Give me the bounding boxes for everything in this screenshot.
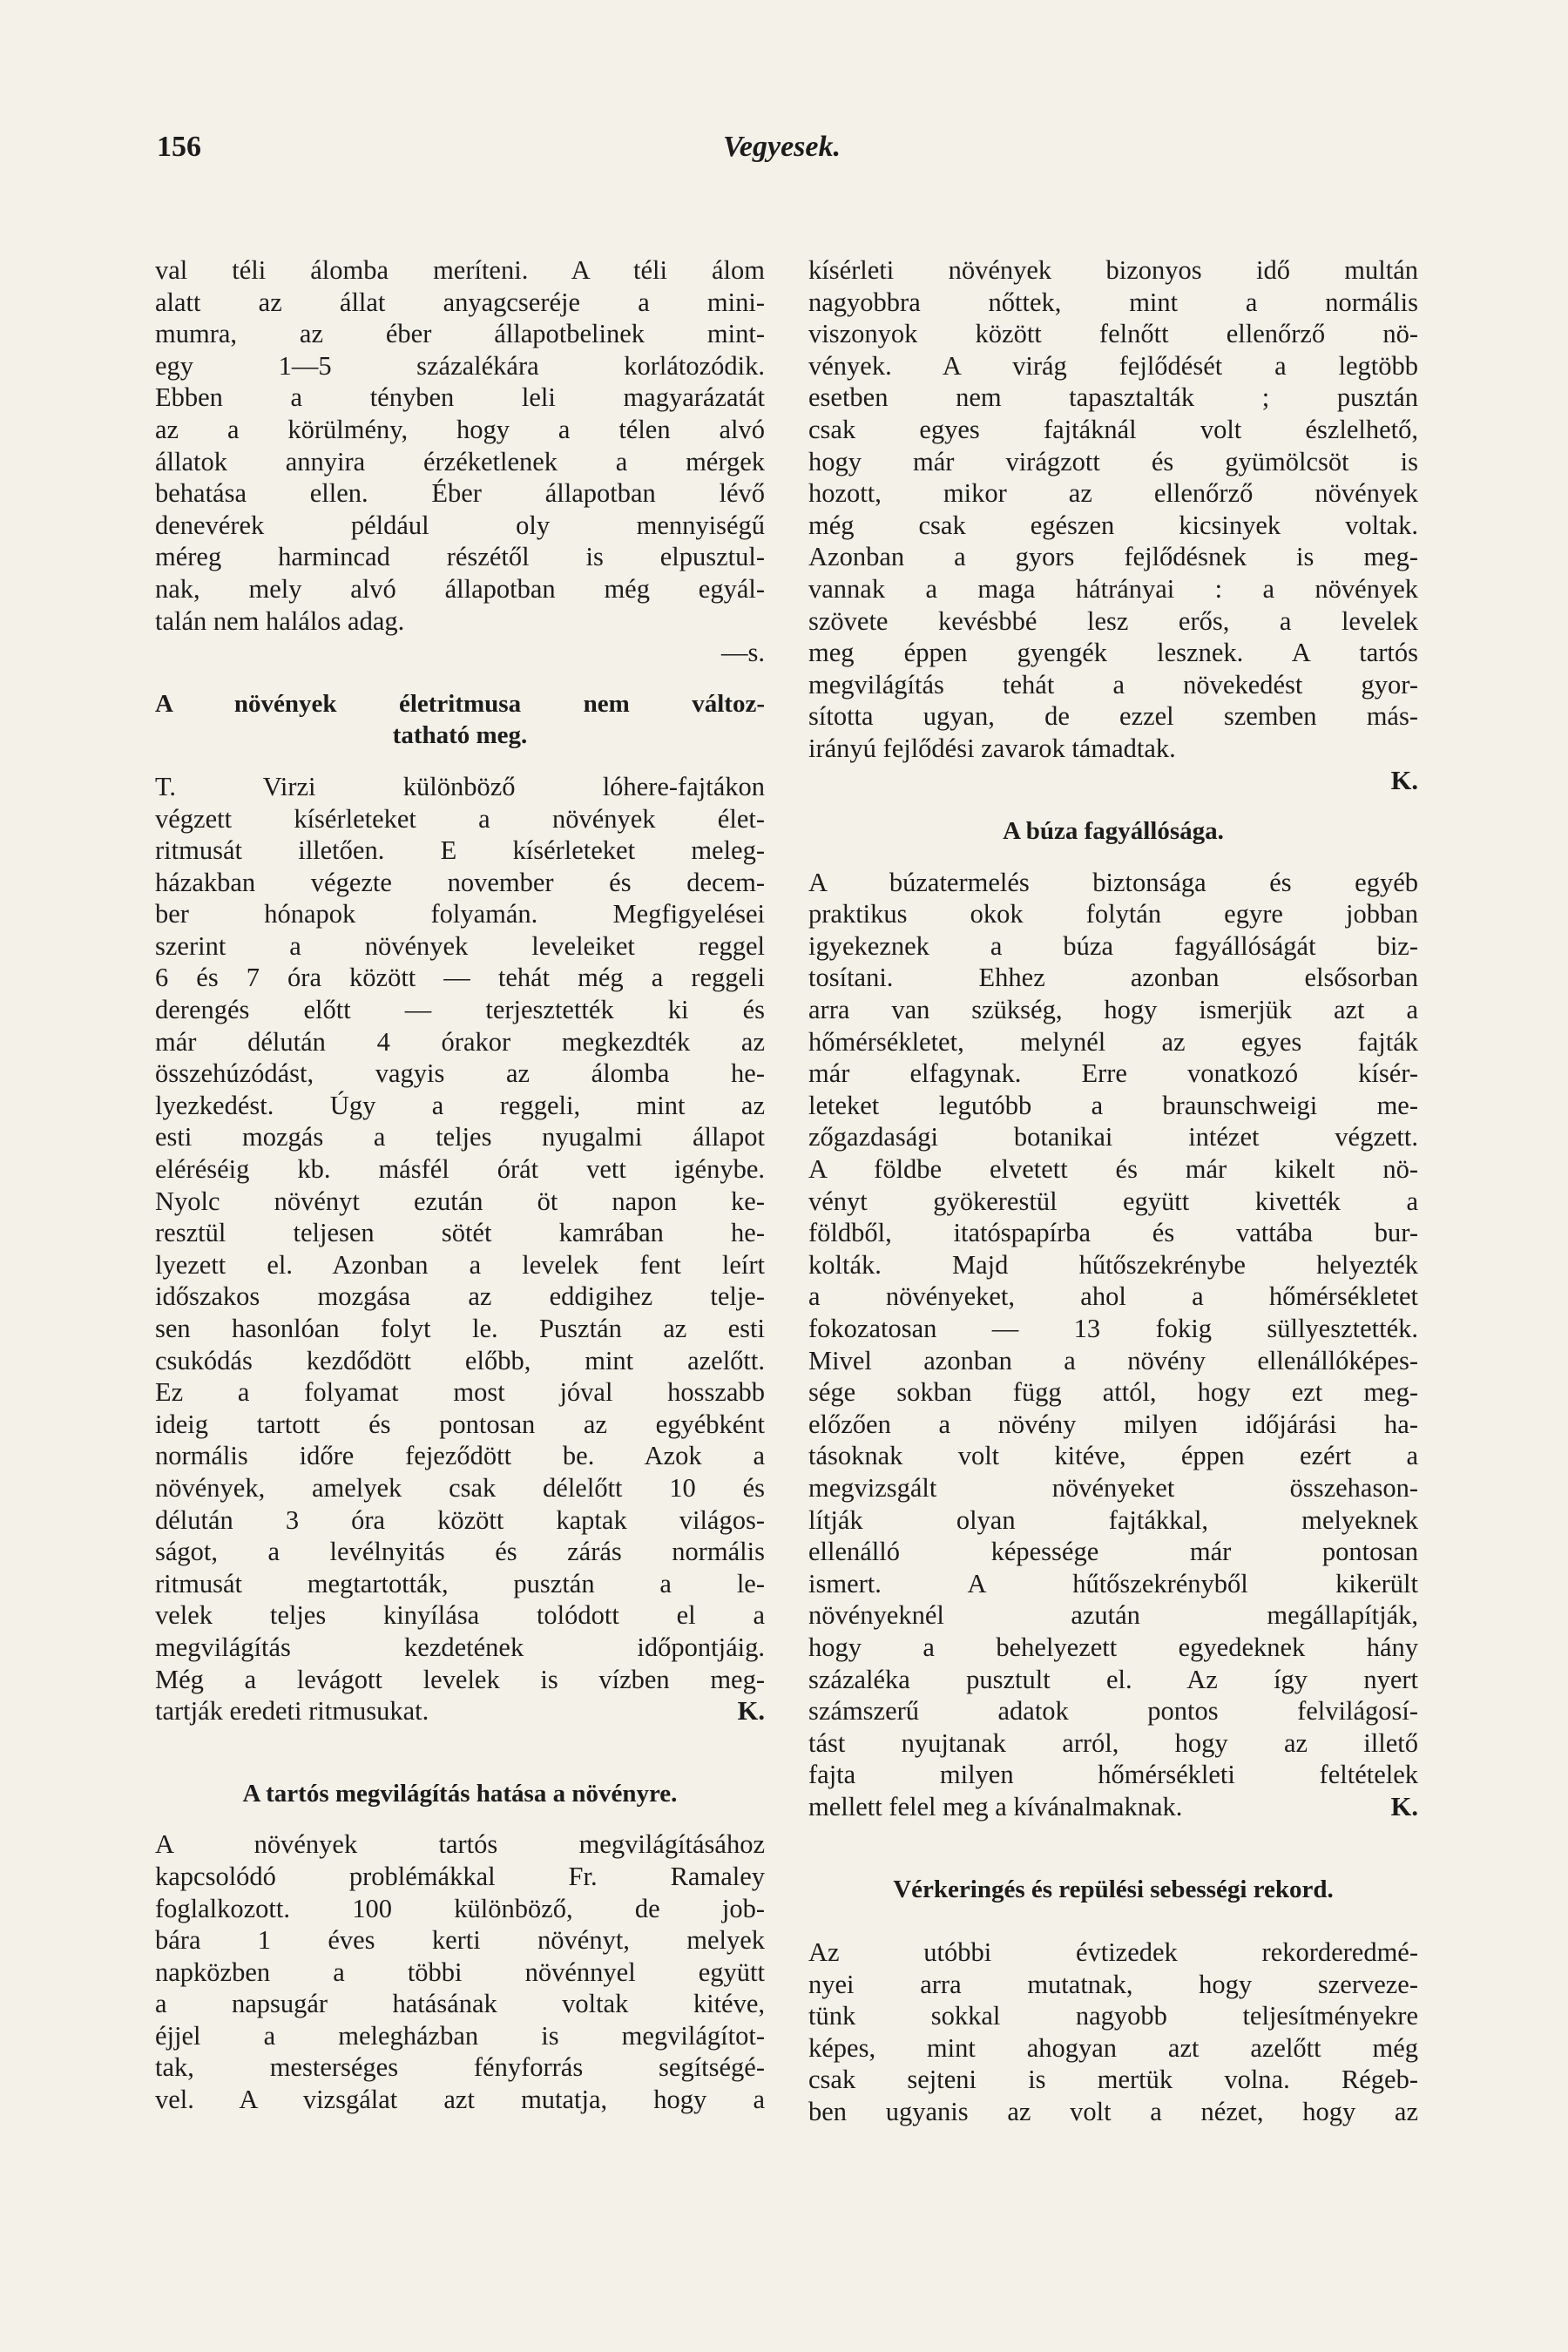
text-line: T. Virzi különböző lóhere-fajtákon — [155, 771, 765, 801]
text-line: méreg harmincad részétől is elpusztul- — [155, 542, 765, 572]
text-line: tást nyujtanak arról, hogy az illető — [808, 1727, 1418, 1758]
text-line: behatása ellen. Éber állapotban lévő — [155, 478, 765, 509]
text-line: napközben a többi növénnyel együtt — [155, 1957, 765, 1987]
text-line: praktikus okok folytán egyre jobban — [808, 899, 1418, 929]
text-line: csak sejteni is mertük volna. Régeb- — [808, 2065, 1418, 2095]
heading-continuous-lighting: A tartós megvilágítás hatása a növényre. — [242, 1779, 678, 1808]
text-line: nak, mely alvó állapotban még egyál- — [155, 573, 765, 604]
text-line: igyekeznek a búza fagyállóságát biz- — [808, 930, 1418, 961]
text-line: ben ugyanis az volt a nézet, hogy az — [808, 2097, 1418, 2127]
text-line: ritmusát illetően. E kísérleteket meleg- — [155, 835, 765, 866]
text-line: ritmusát megtartották, pusztán a le- — [155, 1568, 765, 1598]
text-line: foglalkozott. 100 különböző, de job- — [155, 1893, 765, 1923]
text-line: A növények tartós megvilágításához — [155, 1829, 765, 1860]
heading-line: A növények életritmusa nem változ- — [155, 689, 765, 718]
page-number: 156 — [157, 131, 201, 163]
text-line: végzett kísérleteket a növények élet- — [155, 803, 765, 834]
text-line: tásoknak volt kitéve, éppen ezért a — [808, 1441, 1418, 1471]
text-line: Mivel azonban a növény ellenállóképes- — [808, 1345, 1418, 1375]
text-line: vannak a maga hátrányai : a növények — [808, 573, 1418, 604]
text-line: normális időre fejeződött be. Azok a — [155, 1441, 765, 1471]
paragraph-wheat — [808, 867, 1418, 1823]
text-line: A búzatermelés biztonsága és egyéb — [808, 867, 1418, 897]
text-line: talán nem halálos adag. — [155, 605, 405, 636]
text-line: hőmérsékletet, melynél az egyes fajták — [808, 1026, 1418, 1057]
text-line: csukódás kezdődött előbb, mint azelőtt. — [155, 1345, 765, 1375]
text-line: egy 1—5 százalékára korlátozódik. — [155, 350, 765, 381]
text-line: Az utóbbi évtizedek rekorderedmé- — [808, 1937, 1418, 1968]
text-line: resztül teljesen sötét kamrában he- — [155, 1218, 765, 1248]
text-line: val téli álomba meríteni. A téli álom — [155, 255, 765, 285]
text-line: ideig tartott és pontosan az egyébként — [155, 1409, 765, 1439]
text-line: megvizsgált növényeket összehason- — [808, 1472, 1418, 1503]
text-line: hogy a behelyezett egyedeknek hány — [808, 1632, 1418, 1662]
text-line: számszerű adatok pontos felvilágosí- — [808, 1696, 1418, 1727]
text-line: tünk sokkal nagyobb teljesítményekre — [808, 2001, 1418, 2031]
text-line: esti mozgás a teljes nyugalmi állapot — [155, 1122, 765, 1152]
text-line: sította ugyan, de ezzel szemben más- — [808, 701, 1418, 732]
author-signature: K. — [1390, 765, 1418, 795]
right-column — [808, 254, 1418, 2128]
text-line: esetben nem tapasztalták ; pusztán — [808, 382, 1418, 413]
text-line: lyezett el. Azonban a levelek fent leírt — [155, 1249, 765, 1280]
text-line: megvilágítás kezdetének időpontjáig. — [155, 1632, 765, 1662]
text-line: már elfagynak. Erre vonatkozó kísér- — [808, 1058, 1418, 1089]
text-line: képes, mint ahogyan azt azelőtt még — [808, 2032, 1418, 2063]
text-line: hozott, mikor az ellenőrző növények — [808, 478, 1418, 509]
author-signature: K. — [1390, 1791, 1418, 1821]
running-head: Vegyesek. — [723, 131, 841, 163]
author-signature: K. — [737, 1696, 765, 1727]
text-line: sége sokban függ attól, hogy ezt meg- — [808, 1377, 1418, 1408]
text-line: növényeknél azután megállapítják, — [808, 1600, 1418, 1631]
text-line: százaléka pusztult el. Az így nyert — [808, 1664, 1418, 1694]
text-line: növények, amelyek csak délelőtt 10 és — [155, 1472, 765, 1503]
text-line: éjjel a melegházban is megvilágítot- — [155, 2020, 765, 2051]
text-line: ismert. A hűtőszekrényből kikerült — [808, 1568, 1418, 1598]
paragraph-ramaley — [155, 1828, 765, 2115]
text-line: tak, mesterséges fényforrás segítségé- — [155, 2052, 765, 2083]
text-line: bára 1 éves kerti növényt, melyek — [155, 1925, 765, 1956]
text-line: arra van szükség, hogy ismerjük azt a — [808, 995, 1418, 1025]
text-line: velek teljes kinyílása tolódott el a — [155, 1600, 765, 1631]
text-line: 6 és 7 óra között — tehát még a reggeli — [155, 963, 765, 993]
text-line-content: tartják eredeti ritmusukat. — [155, 1696, 429, 1727]
paragraph-virzi — [155, 771, 765, 1727]
text-line: mumra, az éber állapotbelinek mint- — [155, 319, 765, 349]
text-line: összehúzódást, vagyis az álomba he- — [155, 1058, 765, 1089]
text-line: alatt az állat anyagcseréje a mini- — [155, 287, 765, 317]
text-line: fokozatosan — 13 fokig süllyesztették. — [808, 1314, 1418, 1343]
heading-line: tatható meg. — [392, 721, 528, 750]
text-line: hogy már virágzott és gyümölcsöt is — [808, 446, 1418, 476]
text-line: kapcsolódó problémákkal Fr. Ramaley — [155, 1861, 765, 1891]
paragraph-ramaley-continued — [808, 254, 1418, 796]
heading-circulation-record: Vérkeringés és repülési sebességi rekord. — [893, 1875, 1334, 1903]
text-line: kísérleti növények bizonyos idő multán — [808, 255, 1418, 285]
text-line: szerint a növények leveleiket reggel — [155, 930, 765, 961]
text-line — [808, 1791, 1418, 1823]
text-line: lítják olyan fajtákkal, melyeknek — [808, 1504, 1418, 1535]
text-line: házakban végezte november és decem- — [155, 867, 765, 897]
text-line: vel. A vizsgálat azt mutatja, hogy a — [155, 2085, 765, 2115]
text-line: viszonyok között felnőtt ellenőrző nö- — [808, 319, 1418, 349]
text-line: nagyobbra nőttek, mint a normális — [808, 287, 1418, 317]
text-line: leteket legutóbb a braunschweigi me- — [808, 1090, 1418, 1120]
text-line: ber hónapok folyamán. Megfigyelései — [155, 899, 765, 929]
heading-plant-rhythm — [155, 688, 765, 752]
text-line: sen hasonlóan folyt le. Pusztán az esti — [155, 1314, 765, 1343]
text-line: meg éppen gyengék lesznek. A tartós — [808, 638, 1418, 668]
text-line: csak egyes fajtáknál volt észlelhető, — [808, 414, 1418, 444]
text-line: megvilágítás tehát a növekedést gyor- — [808, 669, 1418, 700]
text-line: ságot, a levélnyitás és zárás normális — [155, 1537, 765, 1567]
text-line: időszakos mozgása az eddigihez telje- — [155, 1281, 765, 1312]
text-line: vényt gyökerestül együtt kivették a — [808, 1186, 1418, 1216]
text-line: Ebben a tényben leli magyarázatát — [155, 382, 765, 413]
heading-wheat-frost: A búza fagyállósága. — [1003, 817, 1224, 846]
text-line: eléréséig kb. másfél órát vett igénybe. — [155, 1154, 765, 1185]
text-line: zőgazdasági botanikai intézet végzett. — [808, 1122, 1418, 1152]
text-line: Nyolc növényt ezután öt napon ke- — [155, 1186, 765, 1216]
text-line: kolták. Majd hűtőszekrénybe helyezték — [808, 1249, 1418, 1280]
text-line: derengés előtt — terjesztették ki és — [155, 995, 765, 1025]
author-signature: —s. — [721, 638, 765, 668]
text-line: a napsugár hatásának voltak kitéve, — [155, 1989, 765, 2019]
text-line: ellenálló képessége már pontosan — [808, 1537, 1418, 1567]
text-line: Még a levágott levelek is vízben meg- — [155, 1664, 765, 1694]
text-line: Azonban a gyors fejlődésnek is meg- — [808, 542, 1418, 572]
text-line — [155, 1695, 765, 1727]
text-line: A földbe elvetett és már kikelt nö- — [808, 1154, 1418, 1185]
text-line: délután 3 óra között kaptak világos- — [155, 1504, 765, 1535]
text-line: denevérek például oly mennyiségű — [155, 510, 765, 540]
text-line: szövete kevésbbé lesz erős, a levelek — [808, 605, 1418, 636]
page-header — [157, 131, 1420, 183]
text-line: nyei arra mutatnak, hogy szerveze- — [808, 1969, 1418, 1999]
paragraph-circulation — [808, 1936, 1418, 2128]
text-line: vények. A virág fejlődését a legtöbb — [808, 350, 1418, 381]
left-column — [155, 254, 765, 2116]
text-line: irányú fejlődési zavarok támadtak. — [808, 733, 1176, 763]
text-line-content: mellett felel meg a kívánalmaknak. — [808, 1791, 1183, 1821]
text-line: előzően a növény milyen időjárási ha- — [808, 1409, 1418, 1439]
text-line: földből, itatóspapírba és vattába bur- — [808, 1218, 1418, 1248]
text-line: fajta milyen hőmérsékleti feltételek — [808, 1760, 1418, 1790]
text-line: az a körülmény, hogy a télen alvó — [155, 414, 765, 444]
text-line: lyezkedést. Úgy a reggeli, mint az — [155, 1090, 765, 1120]
text-line: már délután 4 órakor megkezdték az — [155, 1026, 765, 1057]
text-line: még csak egészen kicsinyek voltak. — [808, 510, 1418, 540]
paragraph-hibernation — [155, 254, 765, 669]
text-line: állatok annyira érzéketlenek a mérgek — [155, 446, 765, 476]
text-line: Ez a folyamat most jóval hosszabb — [155, 1377, 765, 1408]
text-line: a növényeket, ahol a hőmérsékletet — [808, 1281, 1418, 1312]
text-line: tosítani. Ehhez azonban elsősorban — [808, 963, 1418, 993]
